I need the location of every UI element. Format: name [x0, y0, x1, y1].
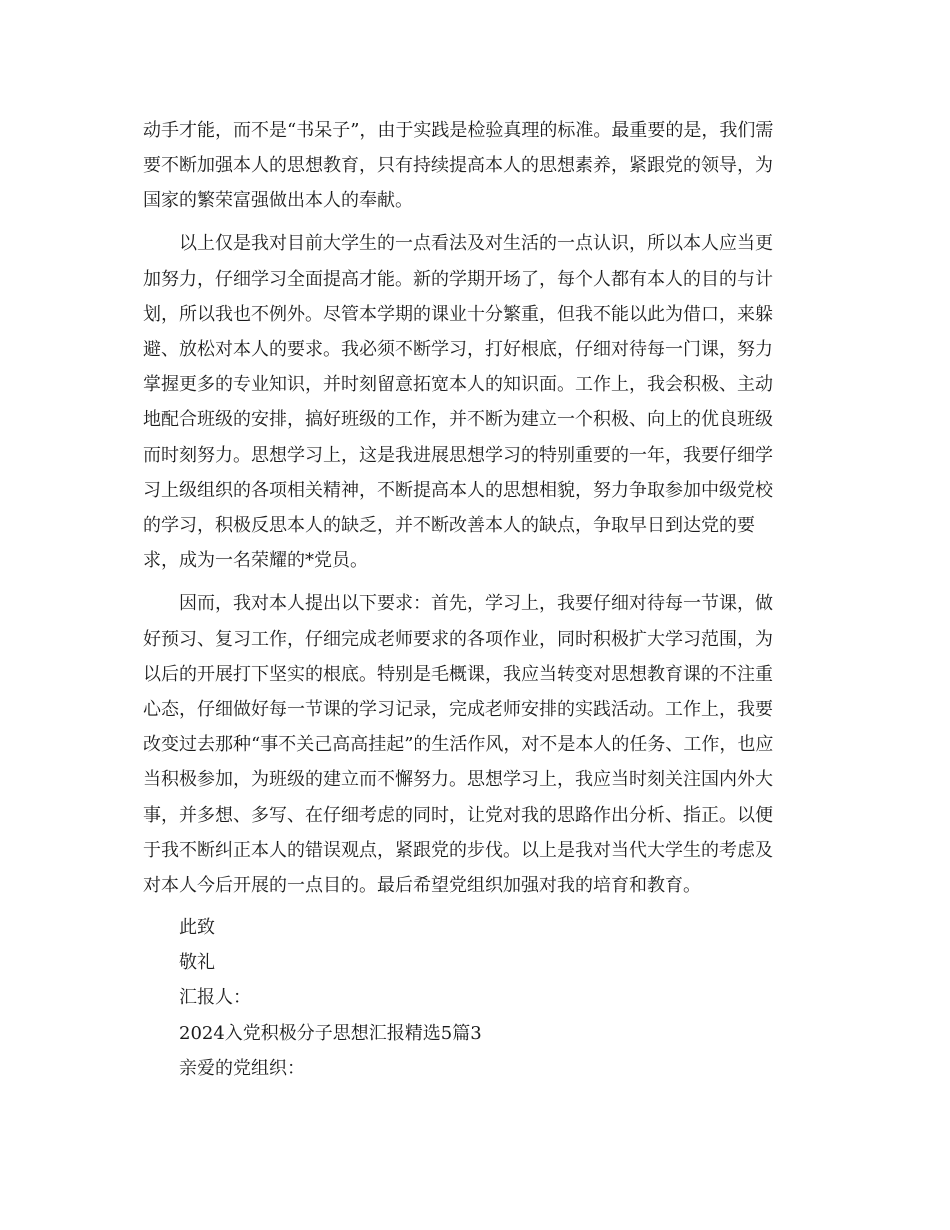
text-line: 加努力，仔细学习全面提高才能。新的学期开场了，每个人都有本人的目的与计 [143, 269, 773, 290]
text-line: 心态，仔细做好每一节课的学习记录，完成老师安排的实践活动。工作上，我要 [143, 699, 773, 720]
text-line: 国家的繁荣富强做出本人的奉献。 [143, 190, 413, 211]
text-line: 汇报人： [179, 987, 251, 1008]
text-line: 于我不断纠正本人的错误观点，紧跟党的步伐。以上是我对当代大学生的考虑及 [143, 840, 773, 861]
text-line: 以后的开展打下坚实的根底。特别是毛概课，我应当转变对思想教育课的不注重 [143, 664, 773, 685]
text-line: 动手才能，而不是“书呆子”，由于实践是检验真理的标准。最重要的是，我们需 [143, 120, 774, 141]
text-line: 敬礼 [179, 952, 215, 973]
text-line: 事，并多想、多写、在仔细考虑的同时，让党对我的思路作出分析、指正。以便 [143, 805, 773, 826]
text-line: 习上级组织的各项相关精神，不断提高本人的思想相貌，努力争取参加中级党校 [143, 480, 773, 501]
text-line: 改变过去那种“事不关己高高挂起”的生活作风，对不是本人的任务、工作，也应 [143, 734, 774, 755]
text-line: 此致 [179, 917, 215, 938]
text-line: 而时刻努力。思想学习上，这是我进展思想学习的特别重要的一年，我要仔细学 [143, 445, 773, 466]
text-line: 当积极参加，为班级的建立而不懈努力。思想学习上，我应当时刻关注国内外大 [143, 769, 773, 790]
text-line: 亲爱的党组织： [179, 1058, 305, 1079]
text-line: 要不断加强本人的思想教育，只有持续提高本人的思想素养，紧跟党的领导，为 [143, 155, 773, 176]
text-line: 地配合班级的安排，搞好班级的工作，并不断为建立一个积极、向上的优良班级 [143, 409, 773, 430]
text-line: 以上仅是我对目前大学生的一点看法及对生活的一点认识，所以本人应当更 [179, 233, 773, 254]
text-line: 划，所以我也不例外。尽管本学期的课业十分繁重，但我不能以此为借口，来躲 [143, 304, 773, 325]
text-line: 求，成为一名荣耀的*党员。 [143, 550, 368, 571]
text-line: 避、放松对本人的要求。我必须不断学习，打好根底，仔细对待每一门课，努力 [143, 339, 773, 360]
text-line: 好预习、复习工作，仔细完成老师要求的各项作业，同时积极扩大学习范围，为 [143, 629, 773, 650]
text-line: 对本人今后开展的一点目的。最后希望党组织加强对我的培育和教育。 [143, 875, 701, 896]
text-line: 的学习，积极反思本人的缺乏，并不断改善本人的缺点，争取早日到达党的要 [143, 515, 755, 536]
text-line: 2024入党积极分子思想汇报精选5篇3 [179, 1023, 482, 1044]
text-line: 因而，我对本人提出以下要求：首先，学习上，我要仔细对待每一节课，做 [179, 593, 773, 614]
text-line: 掌握更多的专业知识，并时刻留意拓宽本人的知识面。工作上，我会积极、主动 [143, 374, 773, 395]
